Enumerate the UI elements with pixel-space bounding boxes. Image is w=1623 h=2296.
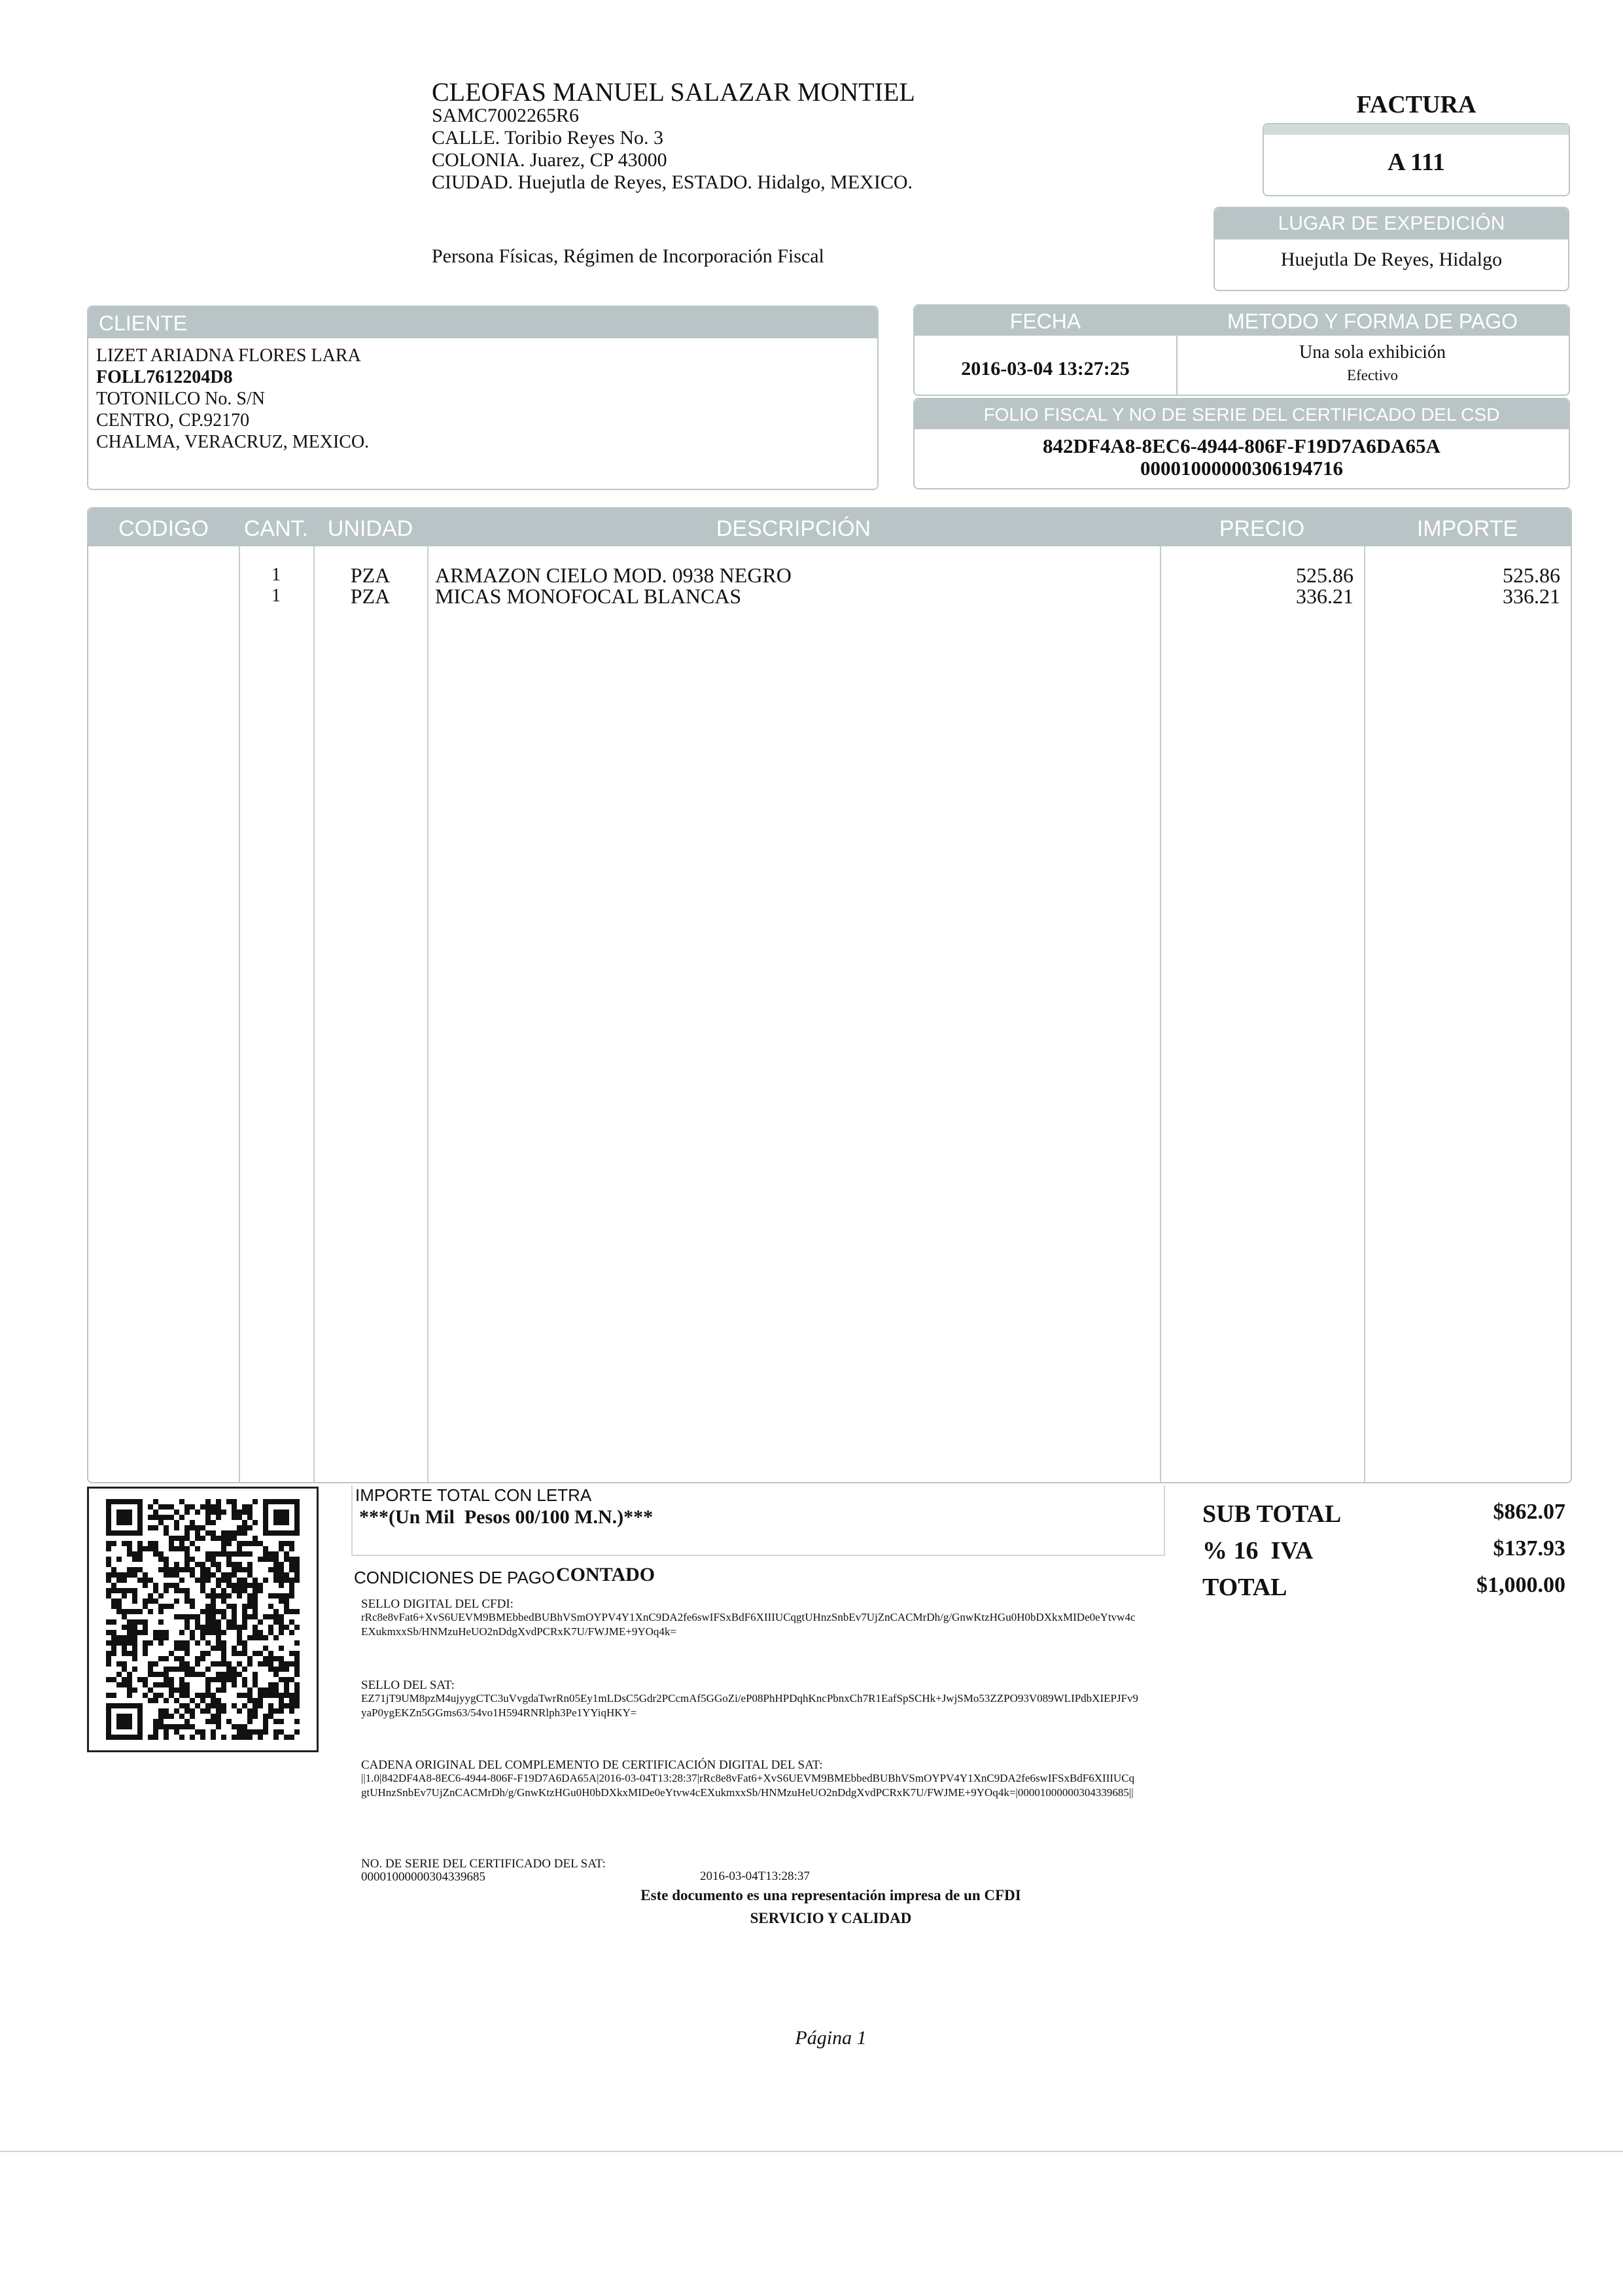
client-city: CHALMA, VERACRUZ, MEXICO. xyxy=(96,432,370,452)
header-descripcion: DESCRIPCIÓN xyxy=(716,516,871,541)
sello-cfdi-label: SELLO DIGITAL DEL CFDI: xyxy=(361,1597,514,1611)
row-cant: 1 xyxy=(271,586,281,606)
fecha-label: FECHA xyxy=(1009,309,1081,333)
client-name: LIZET ARIADNA FLORES LARA xyxy=(96,345,361,366)
fiscal-cert: 00001000000306194716 xyxy=(1140,457,1343,480)
issuer-name: CLEOFAS MANUEL SALAZAR MONTIEL xyxy=(432,77,915,107)
row-descripcion: ARMAZON CIELO MOD. 0938 NEGRO xyxy=(435,563,792,587)
metodo-line-1: Una sola exhibición xyxy=(1299,342,1446,362)
cadena-original-value: ||1.0|842DF4A8-8EC6-4944-806F-F19D7A6DA65A|2016-03-04T13:28:37|rRc8e8vFat6+XvS6UEVM9BMEbbedBUBhVSmOYPV4Y1XnC9DA2fe6swIFSxBdF6XIIIUCqgtUHnzSnbEv7UjZnCACMrDh/g/GnwKtzHGu0H0bDXkxMIDe0eYtvw4cEXukmxxSb/HNMzuHeUO2nDdgXvdPCRxK7U/FWJME+9YOq4k=|00001000000304339685|| xyxy=(361,1772,1135,1799)
issuer-city: CIUDAD. Huejutla de Reyes, ESTADO. Hidalgo, MEXICO. xyxy=(432,171,913,193)
subtotal-value: $862.07 xyxy=(1493,1500,1565,1524)
row-unidad: PZA xyxy=(350,584,391,608)
row-cant: 1 xyxy=(271,565,281,585)
issuer-street: CALLE. Toribio Reyes No. 3 xyxy=(432,127,663,149)
iva-value: $137.93 xyxy=(1493,1536,1565,1561)
header-precio: PRECIO xyxy=(1219,516,1305,541)
header-cant: CANT. xyxy=(243,516,309,541)
metodo-label: METODO Y FORMA DE PAGO xyxy=(1227,309,1518,333)
header-unidad: UNIDAD xyxy=(327,516,413,541)
column-divider xyxy=(313,546,315,1482)
page-number: Página 1 xyxy=(795,2027,867,2049)
row-unidad: PZA xyxy=(350,563,391,587)
header-codigo: CODIGO xyxy=(118,516,209,541)
header-importe: IMPORTE xyxy=(1416,516,1518,541)
serie-sat-label: NO. DE SERIE DEL CERTIFICADO DEL SAT: xyxy=(361,1857,606,1871)
amount-words-box xyxy=(351,1485,1165,1556)
lugar-expedicion-label: LUGAR DE EXPEDICIÓN xyxy=(1215,208,1568,239)
items-table xyxy=(87,507,1572,1483)
client-label: CLIENTE xyxy=(88,307,877,338)
lugar-expedicion-box xyxy=(1213,207,1569,291)
issuer-regime: Persona Físicas, Régimen de Incorporación Fiscal xyxy=(432,245,824,267)
fiscal-uuid: 842DF4A8-8EC6-4944-806F-F19D7A6DA65A xyxy=(1043,434,1440,457)
conditions-value: CONTADO xyxy=(556,1564,655,1585)
row-descripcion: MICAS MONOFOCAL BLANCAS xyxy=(435,584,742,608)
column-divider xyxy=(1364,546,1365,1482)
iva-label: % 16 IVA xyxy=(1202,1537,1314,1564)
payment-header xyxy=(915,306,1569,336)
issuer-colonia: COLONIA. Juarez, CP 43000 xyxy=(432,149,667,171)
document-type: FACTURA xyxy=(1356,91,1476,118)
client-box xyxy=(87,306,879,490)
payment-box xyxy=(913,304,1570,396)
row-importe: 336.21 xyxy=(1503,584,1560,608)
cfdi-note: Este documento es una representación impresa de un CFDI xyxy=(640,1887,1021,1903)
subtotal-label: SUB TOTAL xyxy=(1202,1500,1342,1528)
qr-code-image xyxy=(106,1499,300,1740)
cadena-original-label: CADENA ORIGINAL DEL COMPLEMENTO DE CERTIFICACIÓN DIGITAL DEL SAT: xyxy=(361,1758,823,1772)
page-bottom-edge xyxy=(0,2151,1623,2152)
sello-cfdi-value: rRc8e8vFat6+XvS6UEVM9BMEbbedBUBhVSmOYPV4Y1XnC9DA2fe6swIFSxBdF6XIIIUCqgtUHnzSnbEv7UjZnCACMrDh/g/GnwKtzHGu0H0bDXkxMIDe0eYtvw4cEXukmxxSb/HNMzuHeUO2nDdgXvdPCRxK7U/FWJME+9YOq4k= xyxy=(361,1611,1136,1638)
items-header xyxy=(88,508,1571,546)
amount-words-value: ***(Un Mil Pesos 00/100 M.N.)*** xyxy=(359,1506,654,1528)
fiscal-label: FOLIO FISCAL Y NO DE SERIE DEL CERTIFICADO DEL CSD xyxy=(915,399,1569,429)
servicio-calidad: SERVICIO Y CALIDAD xyxy=(750,1910,912,1926)
folio-band xyxy=(1264,124,1569,135)
sello-sat-value: EZ71jT9UM8pzM4ujyygCTC3uVvgdaTwrRn05Ey1mLDsC5Gdr2PCcmAf5GGoZi/eP08PhHPDqhKncPbnxCh7R1EafSpSCHk+JwjSMo53ZZPO93V089WLIPdbXIEPJFv9yaP0ygEKZn5GGms63/54vo1H594RNRlph3Pe1YYiqHKY= xyxy=(361,1692,1139,1719)
column-divider xyxy=(427,546,428,1482)
sello-sat-label: SELLO DEL SAT: xyxy=(361,1678,455,1692)
metodo-line-2: Efectivo xyxy=(1347,367,1398,383)
total-value: $1,000.00 xyxy=(1476,1573,1565,1597)
fiscal-box xyxy=(913,398,1570,489)
certification-timestamp: 2016-03-04T13:28:37 xyxy=(700,1869,810,1883)
client-street: TOTONILCO No. S/N xyxy=(96,389,265,409)
folio-box xyxy=(1263,123,1570,196)
serie-sat-value: 00001000000304339685 xyxy=(361,1870,485,1884)
amount-words-label: IMPORTE TOTAL CON LETRA xyxy=(355,1485,592,1505)
qr-code xyxy=(87,1487,319,1752)
column-divider xyxy=(1160,546,1161,1482)
fecha-value: 2016-03-04 13:27:25 xyxy=(961,358,1130,380)
client-centro: CENTRO, CP.92170 xyxy=(96,410,250,431)
client-rfc: FOLL7612204D8 xyxy=(96,367,233,387)
column-divider xyxy=(239,546,240,1482)
lugar-expedicion-value: Huejutla De Reyes, Hidalgo xyxy=(1280,249,1503,270)
conditions-label: CONDICIONES DE PAGO xyxy=(354,1568,555,1587)
issuer-rfc: SAMC7002265R6 xyxy=(432,105,580,126)
row-precio: 336.21 xyxy=(1296,584,1353,608)
row-precio: 525.86 xyxy=(1296,563,1353,587)
total-label: TOTAL xyxy=(1202,1574,1287,1601)
folio-value: A 111 xyxy=(1387,149,1445,176)
row-importe: 525.86 xyxy=(1503,563,1560,587)
